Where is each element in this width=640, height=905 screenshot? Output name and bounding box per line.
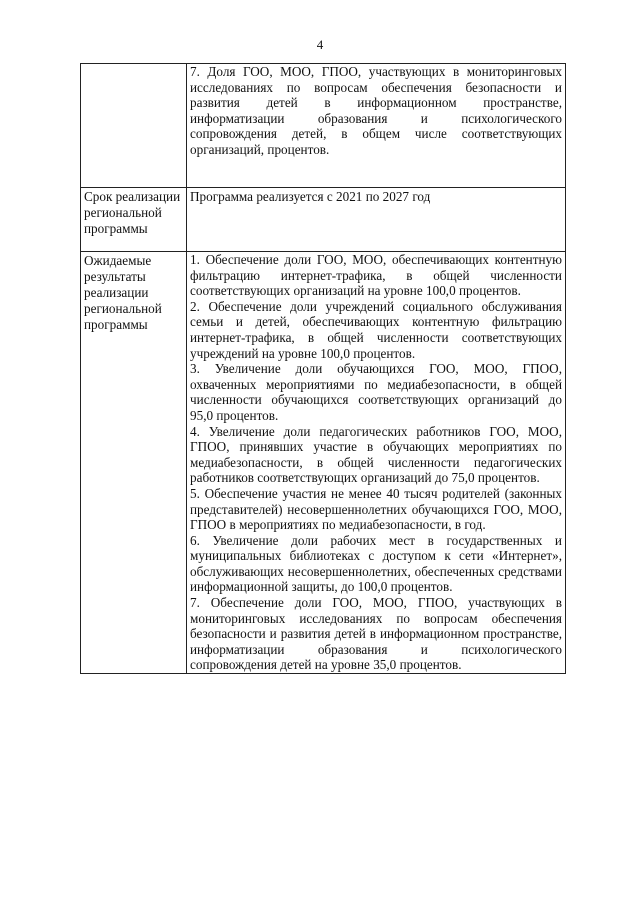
row-content	[187, 64, 566, 188]
list-item: 6. Увеличение доли рабочих мест в государственных и муниципальных библиотеках с доступом к сети «Интернет», обслуживающих несовершеннолетних, обеспеченных средствами информационной защиты, до 100,0 процентов.	[190, 532, 562, 595]
list-item: 4. Увеличение доли педагогических работников ГОО, МОО, ГПОО, принявших участие в обучающих мероприятиях по медиабезопасности, в общей численности педагогических работников соответствующих организаций до 75,0 процентов.	[190, 423, 562, 486]
row-label: Срок реализации региональной программы	[81, 188, 187, 252]
row-label	[81, 64, 187, 188]
list-item: 3. Увеличение доли обучающихся ГОО, МОО, ГПОО, охваченных мероприятиями по медиабезопасности, в общей численности обучающихся соответствующих организаций до 95,0 процентов.	[190, 361, 562, 423]
row-label: Ожидаемые результаты реализации региональной программы	[81, 252, 187, 674]
list-item: Программа реализуется с 2021 по 2027 год	[190, 189, 431, 204]
table-row-indicators	[81, 64, 566, 188]
list-item: 1. Обеспечение доли ГОО, МОО, обеспечивающих контентную фильтрацию интернет-трафика, в общей численности соответствующих организаций на уровне 100,0 процентов.	[190, 252, 562, 299]
row-content	[187, 188, 566, 252]
table-row-term	[81, 188, 566, 252]
row-content	[187, 252, 566, 674]
list-item: 2. Обеспечение доли учреждений социального обслуживания семьи и детей, обеспечивающих контентную фильтрацию интернет-трафика, в общей численности соответствующих учреждений на уровне 100,0 процентов.	[190, 298, 562, 361]
program-passport-table	[80, 63, 566, 674]
list-item: 7. Доля ГОО, МОО, ГПОО, участвующих в мониторинговых исследованиях по вопросам обеспечения безопасности и развития детей в информационном пространстве, информатизации образования и психологического сопровождения детей, в общем числе соответствующих организаций, процентов.	[190, 64, 562, 157]
list-item: 7. Обеспечение доли ГОО, МОО, ГПОО, участвующих в мониторинговых исследованиях по вопросам обеспечения безопасности и развития детей в информационном пространстве, информатизации образования и психологического сопровождения детей на уровне 35,0 процентов.	[190, 595, 562, 673]
list-item: 5. Обеспечение участия не менее 40 тысяч родителей (законных представителей) несовершеннолетних обучающихся ГОО, МОО, ГПОО в мероприятиях по медиабезопасности, в год.	[190, 485, 562, 533]
table-row-results	[81, 252, 566, 674]
page-number: 4	[316, 37, 324, 52]
